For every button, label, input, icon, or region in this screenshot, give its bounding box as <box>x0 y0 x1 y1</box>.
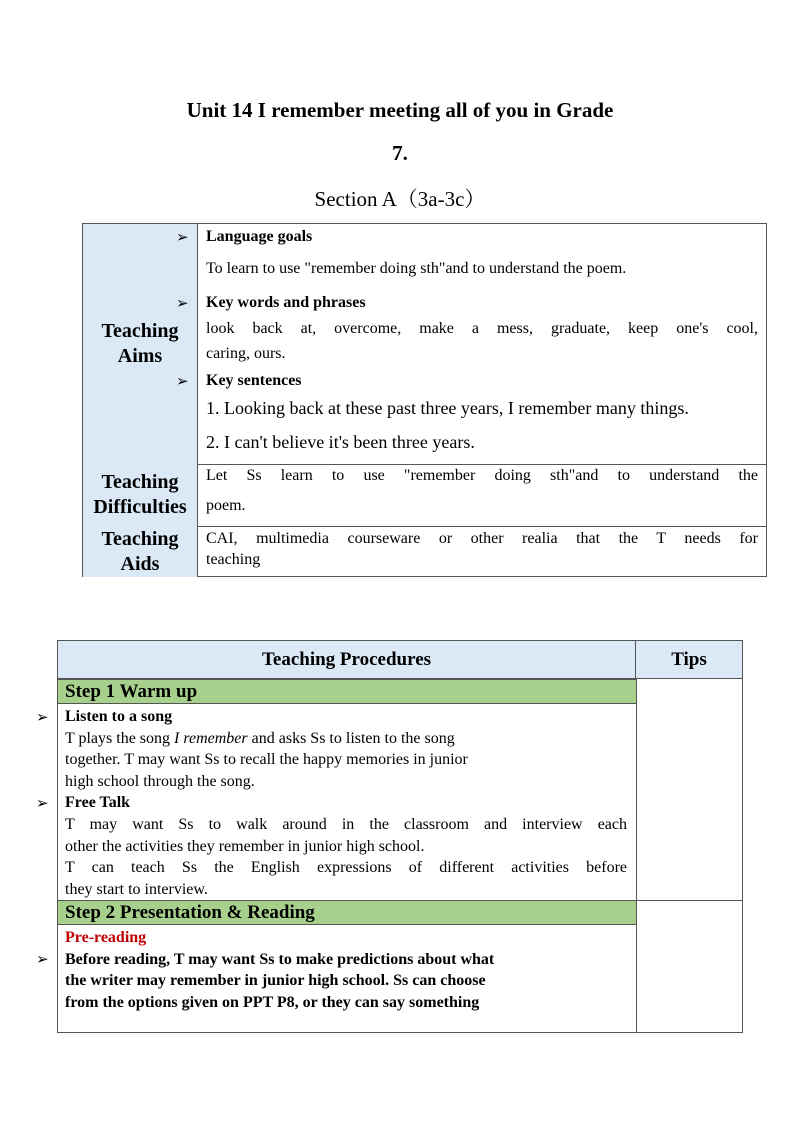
step1-title: Step 1 Warm up <box>58 679 636 704</box>
arrowhead-bullet-icon: ➢ <box>176 374 189 390</box>
difficulties-line: Let Ss learn to use "remember doing sth"and to understand the <box>206 467 758 484</box>
teaching-aims-content <box>176 224 766 464</box>
teaching-difficulties-label: Teaching Difficulties <box>83 464 198 526</box>
free-talk-line: other the activities they remember in junior high school. <box>65 837 425 855</box>
teaching-procedures-table <box>36 640 743 1033</box>
section-subtitle: Section A（3a-3c） <box>314 187 486 211</box>
key-sentences-heading: Key sentences <box>206 372 302 389</box>
key-sentence: 1. Looking back at these past three years, I remember many things. <box>206 398 689 418</box>
listen-song-line: high school through the song. <box>65 772 255 790</box>
key-words-line: look back at, overcome, make a mess, graduate, keep one's cool, <box>206 320 758 337</box>
pre-reading-line: from the options given on PPT P8, or they can say something <box>65 993 480 1011</box>
arrowhead-bullet-icon: ➢ <box>36 796 49 812</box>
listen-song-line: together. T may want Ss to recall the happy memories in junior <box>65 751 468 769</box>
teaching-difficulties-content <box>198 464 766 526</box>
teaching-aims-table <box>82 223 767 577</box>
column-divider <box>636 679 637 1032</box>
procedures-header-row <box>58 641 742 679</box>
arrowhead-bullet-icon: ➢ <box>36 952 49 968</box>
language-goals-heading: Language goals <box>206 228 313 245</box>
tips-cell-divider <box>636 900 742 901</box>
document-title: Unit 14 I remember meeting all of you in Grade <box>186 98 614 122</box>
language-goals-text: To learn to use "remember doing sth"and to understand the poem. <box>206 260 627 277</box>
key-sentence: 2. I can't believe it's been three years. <box>206 432 475 452</box>
free-talk-line: T may want Ss to walk around in the classroom and interview each <box>65 816 627 833</box>
listen-song-line: T plays the song I remember and asks Ss to listen to the song <box>65 729 455 747</box>
key-words-heading: Key words and phrases <box>206 294 366 311</box>
document-title-continued: 7. <box>392 141 408 165</box>
song-title: I remember <box>174 729 248 747</box>
arrowhead-bullet-icon: ➢ <box>36 710 49 726</box>
listen-song-heading: Listen to a song <box>65 708 173 725</box>
free-talk-line: they start to interview. <box>65 880 208 898</box>
aids-line: CAI, multimedia courseware or other realia that the T needs for <box>206 530 758 547</box>
pre-reading-line: Before reading, T may want Ss to make predictions about what <box>65 950 495 968</box>
free-talk-line: T can teach Ss the English expressions of different activities before <box>65 859 627 877</box>
teaching-aims-label: Teaching Aims <box>83 224 198 464</box>
arrowhead-bullet-icon: ➢ <box>176 230 189 246</box>
free-talk-heading: Free Talk <box>65 794 131 812</box>
arrowhead-bullet-icon: ➢ <box>176 296 189 312</box>
key-words-line: caring, ours. <box>206 345 286 362</box>
pre-reading-line: the writer may remember in junior high school. Ss can choose <box>65 972 486 990</box>
difficulties-line: poem. <box>206 497 246 514</box>
step2-title: Step 2 Presentation & Reading <box>58 900 636 925</box>
header-teaching-procedures: Teaching Procedures <box>58 641 636 679</box>
pre-reading-heading: Pre-reading <box>65 929 147 946</box>
header-tips: Tips <box>671 649 707 670</box>
teaching-aids-content <box>198 526 766 577</box>
aids-line: teaching <box>206 551 261 568</box>
teaching-aids-label: Teaching Aids <box>83 526 198 577</box>
